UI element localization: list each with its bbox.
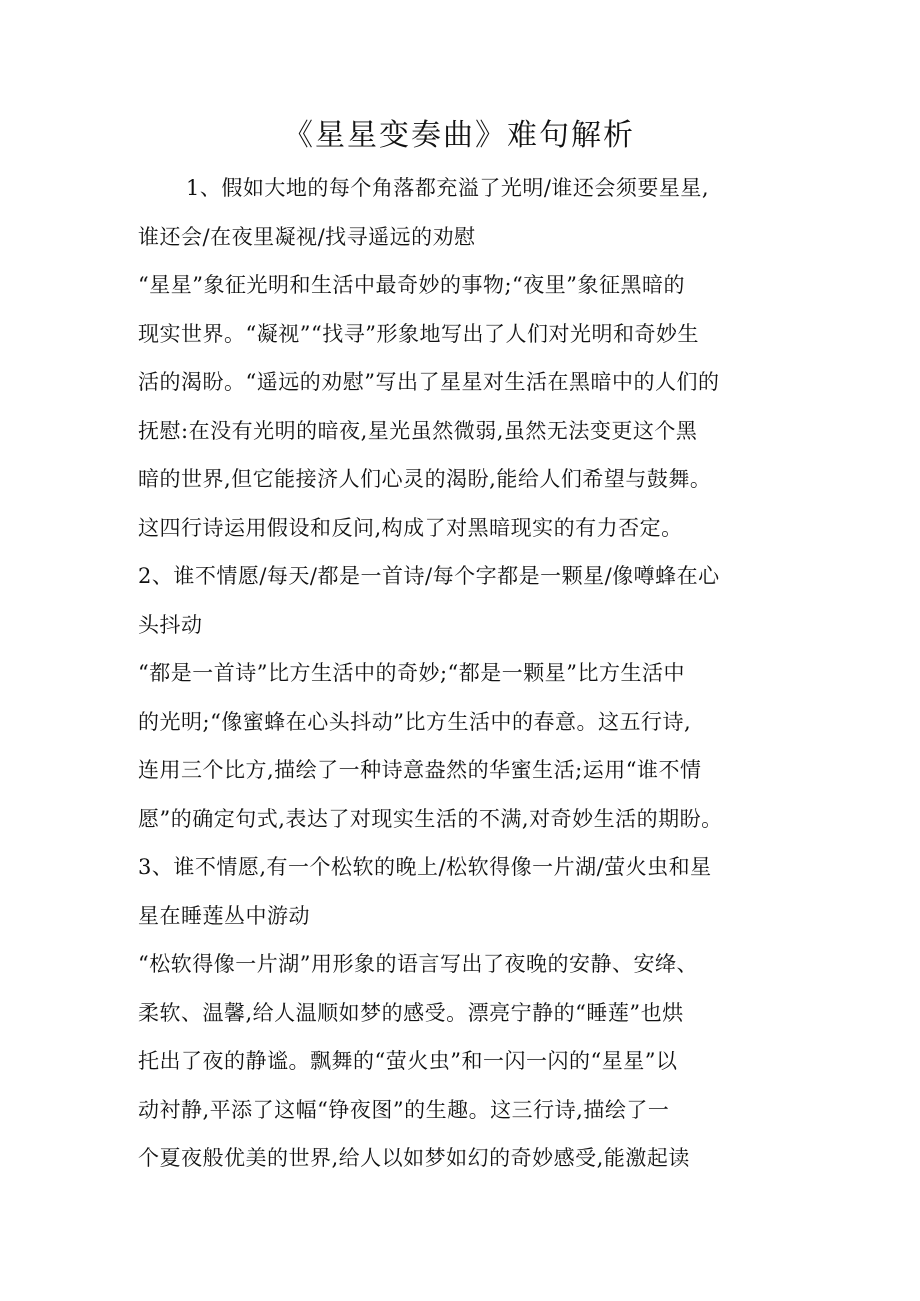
document-body (138, 164, 788, 1183)
text-line: 现实世界。“凝视”“找寻”形象地写出了人们对光明和奇妙生 (138, 321, 699, 346)
text-line: 2、谁不情愿/每天/都是一首诗/每个字都是一颗星/像噂蜂在心 (138, 564, 720, 588)
text-line: 活的渴盼。“遥远的劝慰”写出了星星对生活在黑暗中的人们的 (138, 370, 720, 394)
text-line: 托出了夜的静谧。飘舞的“萤火虫”和一闪一闪的“星星”以 (138, 1049, 678, 1073)
text-line: 的光明;“像蜜蜂在心头抖动”比方生活中的春意。这五行诗, (138, 709, 692, 734)
text-line: 愿”的确定句式,表达了对现实生活的不满,对奇妙生活的期盼。 (138, 806, 723, 831)
text-line: 这四行诗运用假设和反问,构成了对黑暗现实的有力否定。 (138, 515, 683, 540)
text-line: 1、假如大地的每个角落都充溢了光明/谁还会须要星星, (186, 176, 710, 200)
text-line: 个夏夜般优美的世界,给人以如梦如幻的奇妙感受,能激起读 (138, 1146, 690, 1170)
text-line: 星在睡莲丛中游动 (138, 903, 310, 928)
text-line: 动衬静,平添了这幅“铮夜图”的生趣。这三行诗,描绘了一 (138, 1097, 670, 1122)
text-line: 谁还会/在夜里凝视/找寻遥远的劝慰 (138, 224, 476, 249)
text-line: “松软得像一片湖”用形象的语言写出了夜晚的安静、安绛、 (138, 952, 698, 976)
text-line: 头抖动 (138, 612, 203, 637)
text-line: “都是一首诗”比方生活中的奇妙;“都是一颗星”比方生活中 (138, 661, 686, 685)
text-line: 连用三个比方,描绘了一种诗意盎然的华蜜生活;运用“谁不情 (138, 758, 702, 782)
text-line: 暗的世界,但它能接济人们心灵的渴盼,能给人们希望与鼓舞。 (138, 467, 712, 491)
page-title: 《星星变奏曲》难句解析 (283, 118, 635, 153)
document-page (138, 108, 788, 1183)
text-line: 3、谁不情愿,有一个松软的晚上/松软得像一片湖/萤火虫和星 (138, 855, 712, 879)
text-line: 柔软、温馨,给人温顺如梦的感受。漂亮宁静的“睡莲”也烘 (138, 1000, 684, 1025)
text-line: “星星”象征光明和生活中最奇妙的事物;“夜里”象征黑暗的 (138, 273, 686, 297)
text-line: 抚慰:在没有光明的暗夜,星光虽然微弱,虽然无法变更这个黑 (138, 418, 698, 443)
